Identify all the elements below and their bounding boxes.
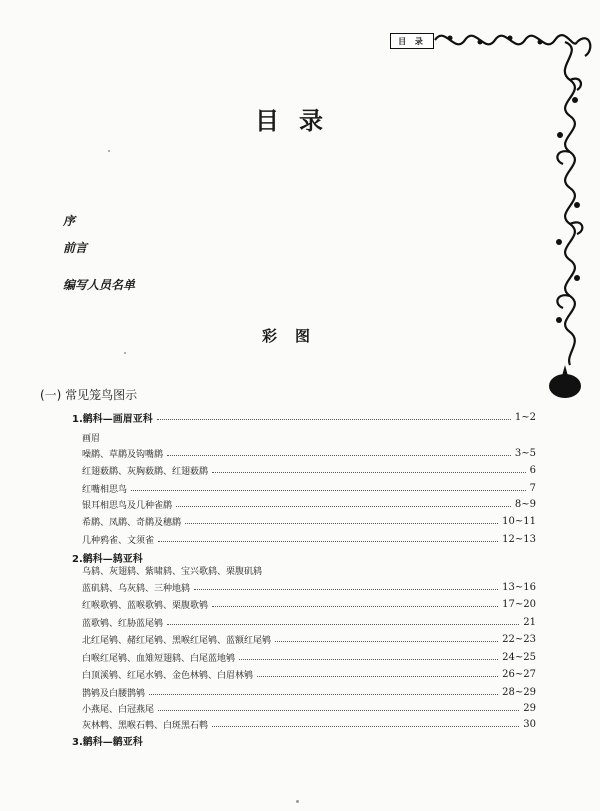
scan-speck	[124, 352, 126, 354]
toc-entry-label: 2.鹟科—鸫亚科	[72, 553, 143, 565]
toc-family-heading	[72, 550, 536, 564]
dot-leader	[158, 541, 498, 542]
toc-entry-label: 1.鹟科—画眉亚科	[72, 413, 153, 425]
color-plates-heading: 彩图	[262, 327, 329, 345]
toc-entry-label: 3.鹟科—鹟亚科	[72, 736, 143, 748]
toc-entry	[82, 667, 536, 681]
toc-entry	[82, 532, 536, 546]
toc-entry-label: 灰林鹎、黑喉石鹎、白斑黑石鹎	[82, 720, 209, 731]
toc-entry-label: 蓝歌鸲、红胁蓝尾鸲	[82, 618, 164, 629]
toc-entry	[82, 650, 536, 664]
toc-entry-label: 几种鸦雀、文须雀	[82, 535, 155, 546]
dot-leader	[157, 419, 511, 420]
toc-entry	[82, 685, 536, 699]
toc-entry-page: 1~2	[514, 411, 536, 423]
toc-entry-page: 3~5	[514, 447, 536, 459]
toc-entry-label: 蓝矶鸫、乌灰鸫、三种地鸫	[82, 583, 191, 594]
toc-entry-page: 17~20	[502, 598, 536, 610]
toc-entry-page: 6	[529, 464, 536, 476]
toc-entry	[82, 463, 536, 477]
toc-entry	[82, 446, 536, 460]
toc-entry-page: 29	[523, 702, 536, 714]
toc-entry-page: 13~16	[502, 581, 536, 593]
dot-leader	[131, 490, 526, 491]
toc-entry-page: 26~27	[502, 668, 536, 680]
toc-entry	[82, 514, 536, 528]
toc-entry-label: 红翅薮鹛、灰胸薮鹛、红翅薮鹛	[82, 466, 209, 477]
chapter-tag: 目 录	[390, 33, 434, 49]
toc-entry-page: 12~13	[502, 533, 536, 545]
toc-entry-page: 30	[523, 718, 536, 730]
toc-entry-page: 21	[523, 616, 536, 628]
toc-entry-label: 噪鹛、草鹛及钩嘴鹛	[82, 449, 164, 460]
toc-entry-label: 红嘴相思鸟	[82, 484, 128, 495]
toc-entry	[82, 701, 536, 715]
front-item-foreword: 前言	[63, 241, 88, 255]
toc-entry-label: 红喉歌鸲、蓝喉歌鸲、栗腹歌鸲	[82, 600, 209, 611]
dot-leader	[167, 624, 519, 625]
dot-leader	[158, 710, 519, 711]
toc-entry	[82, 497, 536, 511]
dot-leader	[239, 659, 498, 660]
toc-entry-label: 白喉红尾鸲、血雉短翅鸫、白尾蓝地鸲	[82, 653, 236, 664]
front-item-preface: 序	[63, 214, 76, 228]
front-item-authors: 编写人员名单	[63, 278, 136, 292]
toc-entry	[82, 481, 536, 495]
toc-entry-label: 乌鸫、灰翅鸫、紫啸鸫、宝兴歌鸫、栗腹矶鸫	[82, 566, 263, 577]
page-title: 目录	[255, 107, 343, 135]
toc-entry-page: 7	[529, 482, 536, 494]
toc-entry-label: 白顶溪鸲、红尾水鸲、金色林鸲、白眉林鸲	[82, 670, 254, 681]
toc-family-heading	[72, 410, 536, 424]
scan-speck	[108, 150, 110, 152]
toc-entry	[82, 632, 536, 646]
toc-entry	[82, 597, 536, 611]
dot-leader	[212, 606, 498, 607]
toc-entry-page: 24~25	[502, 651, 536, 663]
toc-family-heading	[72, 733, 536, 747]
dot-leader	[212, 726, 519, 727]
toc-entry-page: 10~11	[502, 515, 536, 527]
toc-entry-page: 8~9	[514, 498, 536, 510]
toc-entry-page: 28~29	[502, 686, 536, 698]
dot-leader	[194, 589, 498, 590]
toc-entry-label: 银耳相思鸟及几种雀鹛	[82, 500, 173, 511]
dot-leader	[212, 472, 526, 473]
dot-leader	[167, 455, 511, 456]
toc-entry-label: 北红尾鸲、赭红尾鸲、黑喉红尾鸲、蓝额红尾鸲	[82, 635, 272, 646]
toc-entry-label: 希鹛、凤鹛、奇鹛及穗鹛	[82, 517, 182, 528]
toc-entry-label: 画眉	[82, 433, 101, 444]
dot-leader	[176, 506, 511, 507]
dot-leader	[275, 641, 498, 642]
toc-entry-page: 22~23	[502, 633, 536, 645]
toc-entry-label: 小燕尾、白冠燕尾	[82, 704, 155, 715]
toc-entry	[82, 615, 536, 629]
toc-entry	[82, 717, 536, 731]
toc-entry-label: 鹊鸲及白腰鹊鸲	[82, 688, 146, 699]
toc-entry	[82, 580, 536, 594]
toc-entry	[82, 430, 536, 444]
section-heading: (一) 常见笼鸟图示	[40, 388, 138, 402]
toc-entry	[82, 563, 536, 577]
dot-leader	[257, 676, 498, 677]
dot-leader	[149, 694, 498, 695]
dot-leader	[185, 523, 498, 524]
scan-speck	[296, 800, 299, 803]
